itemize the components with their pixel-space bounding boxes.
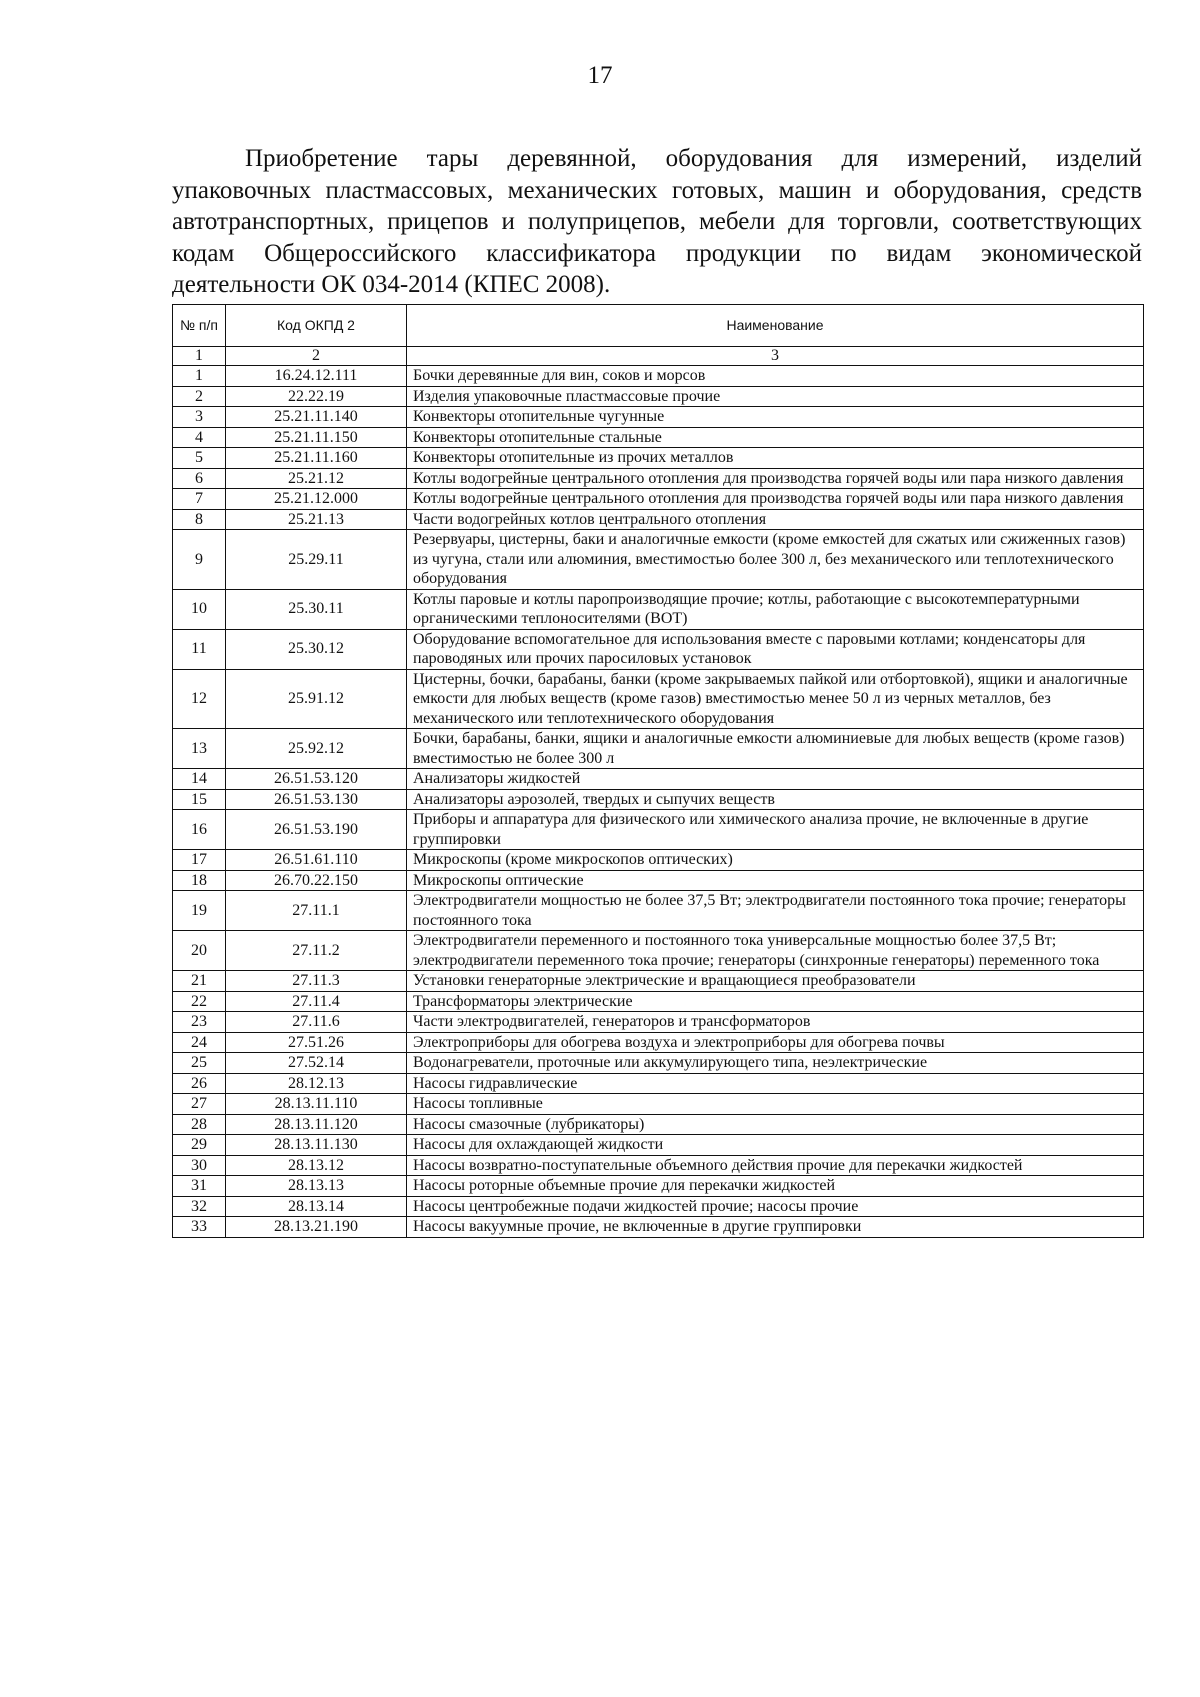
row-number: 27 — [173, 1094, 226, 1115]
row-code: 28.13.21.190 — [226, 1217, 407, 1238]
row-name: Котлы паровые и котлы паропроизводящие прочие; котлы, работающие с высокотемпературными органическими теплоносителями (ВОТ) — [407, 589, 1144, 629]
row-number: 5 — [173, 448, 226, 469]
row-code: 26.51.61.110 — [226, 850, 407, 871]
row-number: 25 — [173, 1053, 226, 1074]
page-number: 17 — [587, 62, 613, 89]
table-row — [173, 468, 1144, 489]
row-name: Электроприборы для обогрева воздуха и электроприборы для обогрева почвы — [407, 1032, 1144, 1053]
table-row — [173, 1217, 1144, 1238]
row-number: 28 — [173, 1114, 226, 1135]
table-row — [173, 1053, 1144, 1074]
table-row — [173, 1032, 1144, 1053]
row-number: 2 — [173, 386, 226, 407]
table-row — [173, 1155, 1144, 1176]
table-row — [173, 530, 1144, 590]
row-code: 28.13.11.110 — [226, 1094, 407, 1115]
row-name: Водонагреватели, проточные или аккумулирующего типа, неэлектрические — [407, 1053, 1144, 1074]
row-name: Части водогрейных котлов центрального отопления — [407, 509, 1144, 530]
row-number: 30 — [173, 1155, 226, 1176]
row-number: 17 — [173, 850, 226, 871]
table-row — [173, 991, 1144, 1012]
row-number: 18 — [173, 870, 226, 891]
table-row — [173, 1176, 1144, 1197]
row-name: Бочки деревянные для вин, соков и морсов — [407, 366, 1144, 387]
row-code: 25.21.12 — [226, 468, 407, 489]
row-code: 27.11.3 — [226, 971, 407, 992]
index-code: 2 — [226, 347, 407, 366]
table-header-row — [173, 305, 1144, 347]
row-number: 19 — [173, 891, 226, 931]
row-name: Котлы водогрейные центрального отопления для производства горячей воды или пара низкого давления — [407, 489, 1144, 510]
table-row — [173, 669, 1144, 729]
row-name: Трансформаторы электрические — [407, 991, 1144, 1012]
row-code: 25.21.13 — [226, 509, 407, 530]
table-row — [173, 629, 1144, 669]
row-name: Изделия упаковочные пластмассовые прочие — [407, 386, 1144, 407]
row-name: Насосы вакуумные прочие, не включенные в другие группировки — [407, 1217, 1144, 1238]
row-number: 12 — [173, 669, 226, 729]
row-code: 28.13.14 — [226, 1196, 407, 1217]
row-number: 24 — [173, 1032, 226, 1053]
header-code: Код ОКПД 2 — [226, 305, 407, 347]
table-row — [173, 366, 1144, 387]
row-name: Бочки, барабаны, банки, ящики и аналогичные емкости алюминиевые для любых веществ (кроме газов) вместимостью не более 300 л — [407, 729, 1144, 769]
row-name: Насосы для охлаждающей жидкости — [407, 1135, 1144, 1156]
row-code: 26.51.53.130 — [226, 789, 407, 810]
table-row — [173, 407, 1144, 428]
row-number: 23 — [173, 1012, 226, 1033]
row-code: 28.13.13 — [226, 1176, 407, 1197]
row-code: 27.11.2 — [226, 931, 407, 971]
row-number: 33 — [173, 1217, 226, 1238]
row-code: 26.70.22.150 — [226, 870, 407, 891]
row-name: Микроскопы оптические — [407, 870, 1144, 891]
row-number: 15 — [173, 789, 226, 810]
row-code: 25.29.11 — [226, 530, 407, 590]
row-number: 22 — [173, 991, 226, 1012]
row-name: Анализаторы жидкостей — [407, 769, 1144, 790]
row-code: 22.22.19 — [226, 386, 407, 407]
row-code: 26.51.53.120 — [226, 769, 407, 790]
row-number: 10 — [173, 589, 226, 629]
table-row — [173, 1012, 1144, 1033]
index-name: 3 — [407, 347, 1144, 366]
table-row — [173, 850, 1144, 871]
row-code: 27.11.1 — [226, 891, 407, 931]
row-number: 32 — [173, 1196, 226, 1217]
row-number: 13 — [173, 729, 226, 769]
row-number: 1 — [173, 366, 226, 387]
row-number: 20 — [173, 931, 226, 971]
row-number: 6 — [173, 468, 226, 489]
table-row — [173, 789, 1144, 810]
header-name: Наименование — [407, 305, 1144, 347]
row-name: Анализаторы аэрозолей, твердых и сыпучих веществ — [407, 789, 1144, 810]
row-name: Насосы возвратно-поступательные объемного действия прочие для перекачки жидкостей — [407, 1155, 1144, 1176]
row-name: Насосы центробежные подачи жидкостей прочие; насосы прочие — [407, 1196, 1144, 1217]
row-code: 28.12.13 — [226, 1073, 407, 1094]
table-row — [173, 448, 1144, 469]
row-number: 4 — [173, 427, 226, 448]
row-name: Приборы и аппаратура для физического или химического анализа прочие, не включенные в другие группировки — [407, 810, 1144, 850]
row-code: 28.13.12 — [226, 1155, 407, 1176]
row-number: 9 — [173, 530, 226, 590]
table-row — [173, 386, 1144, 407]
table-row — [173, 1196, 1144, 1217]
row-code: 25.21.11.160 — [226, 448, 407, 469]
row-code: 27.11.4 — [226, 991, 407, 1012]
row-name: Цистерны, бочки, барабаны, банки (кроме закрываемых пайкой или отбортовкой), ящики и аналогичные емкости для любых веществ (кроме газов) вместимостью менее 50 л из черных металлов, без механического или теплотехнического оборудования — [407, 669, 1144, 729]
row-code: 27.52.14 — [226, 1053, 407, 1074]
row-name: Насосы роторные объемные прочие для перекачки жидкостей — [407, 1176, 1144, 1197]
row-code: 25.21.11.140 — [226, 407, 407, 428]
table-row — [173, 769, 1144, 790]
row-number: 21 — [173, 971, 226, 992]
table-row — [173, 1073, 1144, 1094]
intro-paragraph: Приобретение тары деревянной, оборудования для измерений, изделий упаковочных пластмассовых, механических готовых, машин и оборудования, средств автотранспортных, прицепов и полуприцепов, мебели для торговли, соответствующих кодам Общероссийского классификатора продукции по видам экономической деятельности ОК 034-2014 (КПЕС 2008). — [172, 145, 1142, 298]
row-code: 27.51.26 — [226, 1032, 407, 1053]
row-number: 14 — [173, 769, 226, 790]
row-number: 31 — [173, 1176, 226, 1197]
table-row — [173, 971, 1144, 992]
table-row — [173, 427, 1144, 448]
table-row — [173, 1114, 1144, 1135]
table-row — [173, 870, 1144, 891]
row-name: Котлы водогрейные центрального отопления для производства горячей воды или пара низкого давления — [407, 468, 1144, 489]
row-name: Оборудование вспомогательное для использования вместе с паровыми котлами; конденсаторы для пароводяных или прочих паросиловых установок — [407, 629, 1144, 669]
row-code: 28.13.11.120 — [226, 1114, 407, 1135]
row-number: 29 — [173, 1135, 226, 1156]
table-row — [173, 931, 1144, 971]
row-code: 25.30.11 — [226, 589, 407, 629]
table-row — [173, 489, 1144, 510]
header-num: № п/п — [173, 305, 226, 347]
row-name: Части электродвигателей, генераторов и трансформаторов — [407, 1012, 1144, 1033]
row-code: 25.91.12 — [226, 669, 407, 729]
row-name: Резервуары, цистерны, баки и аналогичные емкости (кроме емкостей для сжатых или сжиженных газов) из чугуна, стали или алюминия, вместимостью более 300 л, без механического или теплотехнического оборудования — [407, 530, 1144, 590]
row-number: 3 — [173, 407, 226, 428]
okpd-table — [172, 304, 1144, 1238]
row-number: 16 — [173, 810, 226, 850]
row-code: 16.24.12.111 — [226, 366, 407, 387]
row-name: Конвекторы отопительные чугунные — [407, 407, 1144, 428]
row-number: 26 — [173, 1073, 226, 1094]
row-name: Конвекторы отопительные стальные — [407, 427, 1144, 448]
row-name: Электродвигатели переменного и постоянного тока универсальные мощностью более 37,5 Вт; электродвигатели переменного тока прочие; генераторы (синхронные генераторы) переменного тока — [407, 931, 1144, 971]
row-number: 7 — [173, 489, 226, 510]
row-name: Конвекторы отопительные из прочих металлов — [407, 448, 1144, 469]
row-code: 27.11.6 — [226, 1012, 407, 1033]
row-name: Микроскопы (кроме микроскопов оптических) — [407, 850, 1144, 871]
row-code: 25.92.12 — [226, 729, 407, 769]
index-num: 1 — [173, 347, 226, 366]
row-code: 26.51.53.190 — [226, 810, 407, 850]
table-row — [173, 589, 1144, 629]
table-row — [173, 891, 1144, 931]
row-name: Насосы смазочные (лубрикаторы) — [407, 1114, 1144, 1135]
row-number: 8 — [173, 509, 226, 530]
row-name: Насосы топливные — [407, 1094, 1144, 1115]
row-code: 25.21.11.150 — [226, 427, 407, 448]
row-name: Установки генераторные электрические и вращающиеся преобразователи — [407, 971, 1144, 992]
table-row — [173, 509, 1144, 530]
row-code: 25.21.12.000 — [226, 489, 407, 510]
table-row — [173, 729, 1144, 769]
row-name: Электродвигатели мощностью не более 37,5 Вт; электродвигатели постоянного тока прочие; генераторы постоянного тока — [407, 891, 1144, 931]
table-row — [173, 1135, 1144, 1156]
row-name: Насосы гидравлические — [407, 1073, 1144, 1094]
column-index-row — [173, 347, 1144, 366]
row-code: 28.13.11.130 — [226, 1135, 407, 1156]
row-code: 25.30.12 — [226, 629, 407, 669]
row-number: 11 — [173, 629, 226, 669]
table-row — [173, 1094, 1144, 1115]
table-row — [173, 810, 1144, 850]
